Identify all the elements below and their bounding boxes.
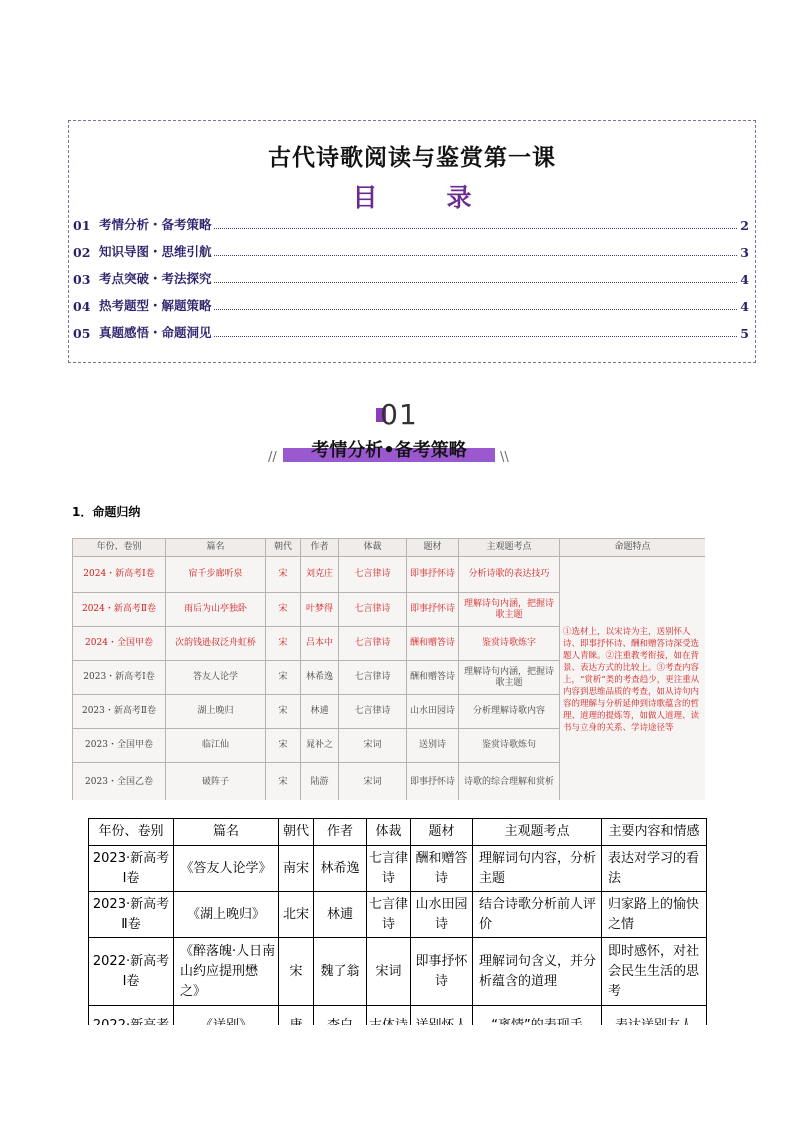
cell: 理解词句内容，分析主题: [473, 846, 602, 892]
cell: 2023·新高考Ⅱ卷: [89, 892, 174, 938]
section-banner: [283, 436, 495, 462]
cell: 归家路上的愉快之情: [602, 892, 707, 938]
cell: 林希逸: [301, 661, 339, 695]
cell: 诗歌的综合理解和赏析: [459, 763, 560, 801]
toc-item-page: 4: [740, 272, 749, 287]
cell: 北宋: [279, 892, 314, 938]
cell: 2024・全国甲卷: [73, 627, 166, 661]
toc-item-page: 5: [740, 326, 749, 341]
cell: 宋词: [339, 729, 407, 763]
page-bottom-margin: [0, 1025, 794, 1123]
cell: 林希逸: [314, 846, 367, 892]
cell: 宋: [279, 938, 314, 1006]
table-row: [89, 938, 707, 1006]
exam-table: [88, 818, 707, 1046]
subheading: 1．命题归纳: [72, 505, 141, 519]
document-title: 古代诗歌阅读与鉴赏第一课: [268, 145, 556, 171]
cell: 宋词: [367, 938, 411, 1006]
cell: 送别诗: [407, 729, 459, 763]
table-row: [89, 892, 707, 938]
cell: 刘克庄: [301, 557, 339, 593]
cell: 山水田园诗: [407, 695, 459, 729]
section-number-text: 01: [380, 398, 418, 431]
toc-item-page: 4: [740, 299, 749, 314]
toc-box: [68, 120, 756, 363]
cell: 林逋: [301, 695, 339, 729]
cell: 宋词: [339, 763, 407, 801]
toc-item-label: 考情分析・备考策略: [99, 217, 212, 232]
cell: 2024・新高考Ⅰ卷: [73, 557, 166, 593]
col-header: 篇名: [166, 539, 266, 557]
decor-slash-left: //: [268, 450, 277, 465]
toc-leader: [214, 282, 737, 283]
toc-item-num: 01: [73, 218, 91, 233]
cell: 七言律诗: [339, 695, 407, 729]
cell: 林逋: [314, 892, 367, 938]
cell: 酬和赠答诗: [411, 846, 473, 892]
cell: 答友人论学: [166, 661, 266, 695]
cell: 七言律诗: [339, 557, 407, 593]
cell: 七言律诗: [339, 661, 407, 695]
col-header: 篇名: [174, 819, 279, 846]
col-header: 题材: [407, 539, 459, 557]
cell: 分析理解诗歌内容: [459, 695, 560, 729]
cell: 魏了翁: [314, 938, 367, 1006]
cell: 宋: [266, 729, 301, 763]
cell: 2023・全国乙卷: [73, 763, 166, 801]
col-header: 作者: [301, 539, 339, 557]
col-header: 主要内容和情感: [602, 819, 707, 846]
section-number: [0, 398, 794, 431]
cell: 陆游: [301, 763, 339, 801]
cell: 南宋: [279, 846, 314, 892]
col-header: 年份、卷别: [89, 819, 174, 846]
col-header: 题材: [411, 819, 473, 846]
cell: 宿千步廊听泉: [166, 557, 266, 593]
cell: 2024・新高考Ⅱ卷: [73, 593, 166, 627]
cell: 分析诗歌的表达技巧: [459, 557, 560, 593]
cell: 破阵子: [166, 763, 266, 801]
cell: 2023・新高考Ⅱ卷: [73, 695, 166, 729]
table-row: [89, 846, 707, 892]
cell: 表达对学习的看法: [602, 846, 707, 892]
toc-item-label: 考点突破・考法探究: [99, 271, 212, 286]
col-header: 朝代: [266, 539, 301, 557]
cell: 《湖上晚归》: [174, 892, 279, 938]
toc-item-num: 05: [73, 326, 91, 341]
toc-leader: [214, 228, 737, 229]
cell: 即事抒怀诗: [407, 763, 459, 801]
cell: 结合诗歌分析前人评价: [473, 892, 602, 938]
toc-heading: 目 录: [352, 183, 494, 212]
cell: 酬和赠答诗: [407, 627, 459, 661]
cell: 七言律诗: [367, 846, 411, 892]
cell: 七言律诗: [367, 892, 411, 938]
toc-item-num: 03: [73, 272, 91, 287]
exam-summary-image: [72, 538, 705, 800]
toc-item[interactable]: [73, 321, 749, 341]
toc-item-num: 02: [73, 245, 91, 260]
toc-item-label: 知识导图・思维引航: [99, 244, 212, 259]
col-header: 命题特点: [560, 539, 706, 557]
col-header: 主观题考点: [473, 819, 602, 846]
col-header: 朝代: [279, 819, 314, 846]
section-title: 考情分析•备考策略: [311, 440, 467, 461]
cell: 临江仙: [166, 729, 266, 763]
cell: 2022·新高考Ⅰ卷: [89, 938, 174, 1006]
col-header: 体裁: [367, 819, 411, 846]
cell: 湖上晚归: [166, 695, 266, 729]
toc-item-label: 真题感悟・命题洞见: [99, 325, 212, 340]
cell: 理解诗句内涵，把握诗歌主题: [459, 661, 560, 695]
cell: 山水田园诗: [411, 892, 473, 938]
cell: 理解诗句内涵，把握诗歌主题: [459, 593, 560, 627]
cell: 叶梦得: [301, 593, 339, 627]
cell: 即时感怀，对社会民生生活的思考: [602, 938, 707, 1006]
cell: 宋: [266, 661, 301, 695]
image-table: [72, 538, 705, 800]
toc-item[interactable]: [73, 213, 749, 233]
toc-item-page: 2: [740, 218, 749, 233]
cell: 理解词句含义，并分析蕴含的道理: [473, 938, 602, 1006]
cell: 雨后为山亭独卧: [166, 593, 266, 627]
cell: 宋: [266, 627, 301, 661]
toc-item-page: 3: [740, 245, 749, 260]
cell: 宋: [266, 763, 301, 801]
col-header: 体裁: [339, 539, 407, 557]
cell: 晁补之: [301, 729, 339, 763]
cell: 《醉落魄·人日南山约应提刑懋之》: [174, 938, 279, 1006]
toc-leader: [214, 309, 737, 310]
table-row: [73, 557, 706, 593]
cell: 七言律诗: [339, 627, 407, 661]
cell: 七言律诗: [339, 593, 407, 627]
cell: 《答友人论学》: [174, 846, 279, 892]
cell: 2023・全国甲卷: [73, 729, 166, 763]
toc-item[interactable]: [73, 294, 749, 314]
cell: 2023・新高考Ⅰ卷: [73, 661, 166, 695]
cell: 鉴赏诗歌炼句: [459, 729, 560, 763]
cell: 酬和赠答诗: [407, 661, 459, 695]
cell: 2023·新高考Ⅰ卷: [89, 846, 174, 892]
toc-item-label: 热考题型・解题策略: [99, 298, 212, 313]
cell: 即事抒怀诗: [407, 557, 459, 593]
cell: 吕本中: [301, 627, 339, 661]
cell: 宋: [266, 695, 301, 729]
col-header: 作者: [314, 819, 367, 846]
cell: 宋: [266, 593, 301, 627]
cell: 即事抒怀诗: [407, 593, 459, 627]
cell: 次韵钱逊叔泛舟虹桥: [166, 627, 266, 661]
cell: 宋: [266, 557, 301, 593]
decor-slash-right: \\: [500, 450, 509, 465]
toc-item-num: 04: [73, 299, 91, 314]
cell: 鉴赏诗歌炼字: [459, 627, 560, 661]
toc-leader: [214, 336, 737, 337]
col-header: 年份、卷别: [73, 539, 166, 557]
toc-leader: [214, 255, 737, 256]
feature-note: ①选材上，以宋诗为主，送别怀人诗、即事抒怀诗、酬和赠答诗深受选题人青睐。②注重教考衔接，如在背景、表达方式的比较上。③考查内容上，“赏析”类的考查趋少，更注重从内容到思维品质的考查，如从诗句内容的理解与分析延伸到诗歌蕴含的哲理、道理的提炼等，如做人道理、读书与立身的关系、学诗途径等: [560, 557, 706, 801]
toc-item[interactable]: [73, 240, 749, 260]
toc-item[interactable]: [73, 267, 749, 287]
cell: 即事抒怀诗: [411, 938, 473, 1006]
col-header: 主观题考点: [459, 539, 560, 557]
